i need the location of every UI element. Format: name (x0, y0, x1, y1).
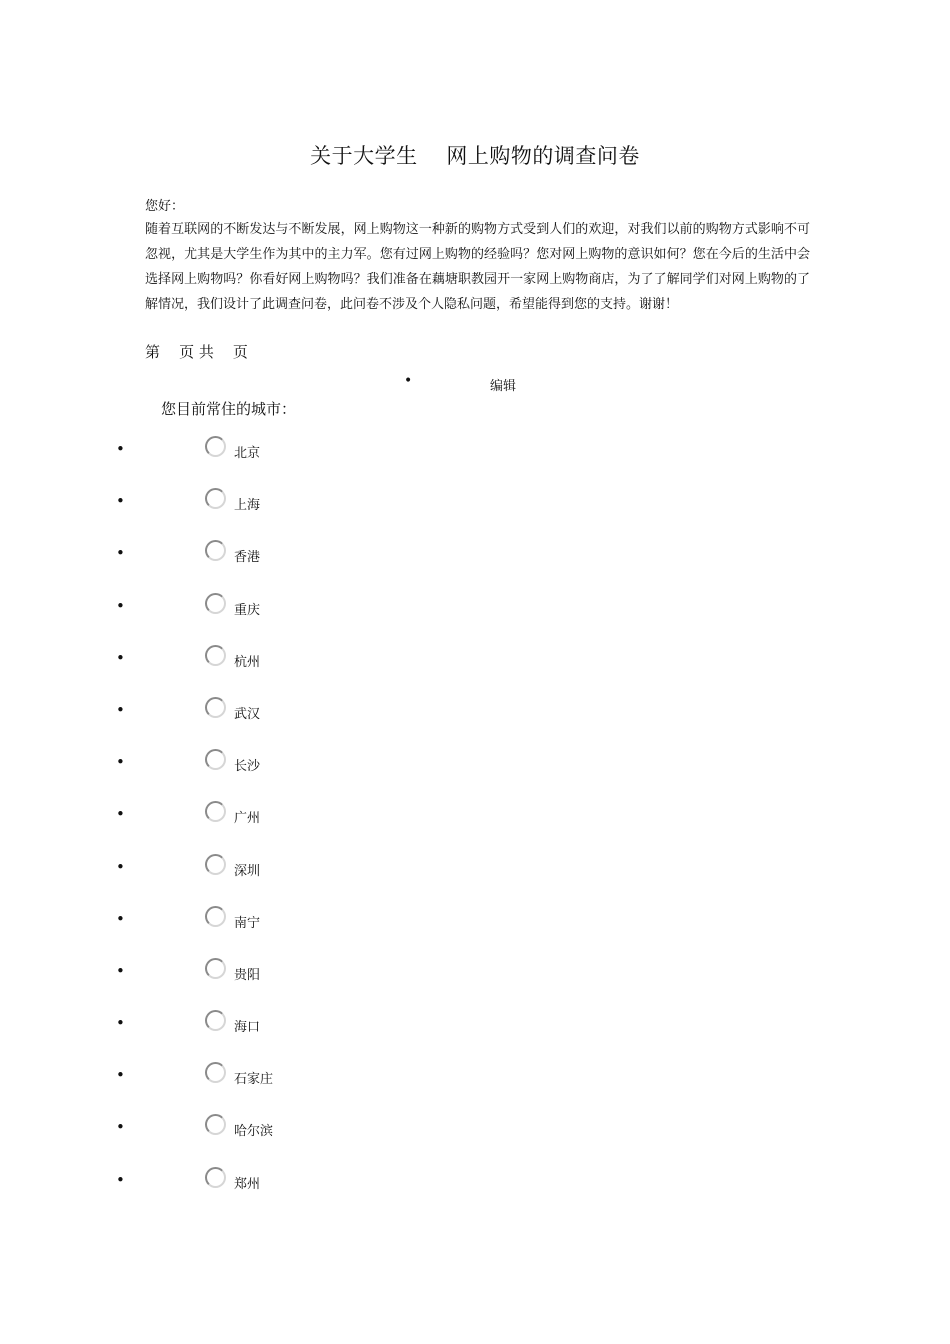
list-bullet: • (116, 596, 125, 615)
radio-button[interactable] (205, 488, 226, 509)
radio-button[interactable] (205, 801, 226, 822)
city-option[interactable] (0, 696, 400, 748)
list-bullet: • (116, 753, 125, 772)
city-option-label: 长沙 (234, 759, 261, 775)
radio-button[interactable] (205, 906, 226, 927)
city-option[interactable] (0, 905, 400, 957)
city-option-label: 重庆 (234, 602, 261, 618)
list-bullet: • (116, 648, 125, 667)
city-option[interactable] (0, 592, 400, 644)
list-bullet: • (116, 1014, 125, 1033)
city-options-list (0, 435, 400, 1218)
radio-button[interactable] (205, 854, 226, 875)
city-option-label: 杭州 (234, 654, 261, 670)
city-option-label: 石家庄 (234, 1072, 274, 1088)
city-option[interactable] (0, 1061, 400, 1113)
radio-button[interactable] (205, 540, 226, 561)
city-option-label: 海口 (234, 1020, 261, 1036)
city-option[interactable] (0, 1113, 400, 1165)
city-option-label: 武汉 (234, 706, 261, 722)
list-bullet: • (116, 857, 125, 876)
list-bullet: • (116, 492, 125, 511)
city-option-label: 北京 (234, 446, 261, 461)
page-counter: 第 页 共 页 (145, 343, 248, 361)
radio-button[interactable] (205, 697, 226, 718)
city-option[interactable] (0, 539, 400, 591)
radio-button[interactable] (205, 749, 226, 770)
list-bullet: • (116, 700, 125, 719)
city-option[interactable] (0, 748, 400, 800)
city-option[interactable] (0, 1166, 400, 1218)
city-option[interactable] (0, 800, 400, 852)
city-option[interactable] (0, 644, 400, 696)
city-option-label: 上海 (234, 498, 261, 514)
list-bullet: • (116, 805, 125, 824)
city-option-label: 香港 (234, 550, 261, 566)
city-option[interactable] (0, 435, 400, 487)
list-bullet: • (116, 1170, 125, 1189)
edit-link[interactable]: 编辑 (490, 379, 517, 394)
radio-button[interactable] (205, 1010, 226, 1031)
city-option[interactable] (0, 487, 400, 539)
radio-button[interactable] (205, 645, 226, 666)
city-option-label: 深圳 (234, 863, 261, 879)
list-bullet: • (116, 961, 125, 980)
city-option-label: 哈尔滨 (234, 1124, 274, 1140)
radio-button[interactable] (205, 436, 226, 457)
city-option-label: 广州 (234, 811, 261, 827)
list-bullet: • (116, 1118, 125, 1137)
city-option-label: 贵阳 (234, 967, 261, 983)
list-bullet: • (116, 909, 125, 928)
list-bullet: • (116, 440, 125, 458)
survey-title: 关于大学生 网上购物的调查问卷 (310, 144, 640, 168)
intro-paragraph: 随着互联网的不断发达与不断发展，网上购物这一种新的购物方式受到人们的欢迎，对我们以前的购物方式影响不可忽视，尤其是大学生作为其中的主力军。您有过网上购物的经验吗？您对网上购物的意识如何？您在今后的生活中会选择网上购物吗？你看好网上购物吗？我们准备在藕塘职教园开一家网上购物商店，为了了解同学们对网上购物的了解情况，我们设计了此调查问卷，此问卷不涉及个人隐私问题，希望能得到您的支持。谢谢！ (145, 222, 810, 312)
city-option[interactable] (0, 853, 400, 905)
list-bullet: • (116, 544, 125, 563)
city-option[interactable] (0, 957, 400, 1009)
city-option-label: 郑州 (234, 1176, 261, 1192)
radio-button[interactable] (205, 1114, 226, 1135)
radio-button[interactable] (205, 958, 226, 979)
question-city: 您目前常住的城市： (161, 400, 297, 418)
list-bullet: • (116, 1066, 125, 1085)
edit-bullet: • (404, 373, 413, 389)
city-option[interactable] (0, 1009, 400, 1061)
radio-button[interactable] (205, 1167, 226, 1188)
radio-button[interactable] (205, 1062, 226, 1083)
city-option-label: 南宁 (234, 915, 261, 931)
greeting: 您好： (145, 199, 185, 214)
radio-button[interactable] (205, 593, 226, 614)
